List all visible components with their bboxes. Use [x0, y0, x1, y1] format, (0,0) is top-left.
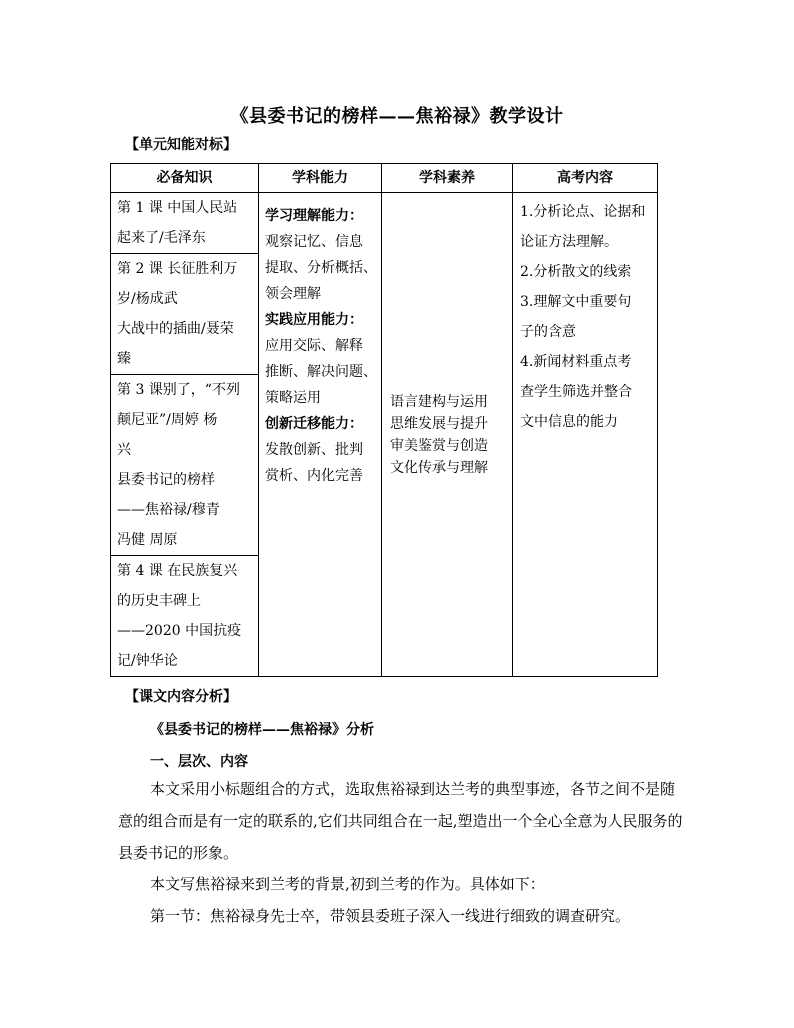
ability-line: 提取、分析概括、 [265, 260, 377, 276]
lesson-line: ——2020 中国抗疫 [117, 623, 242, 639]
lesson-line: 第 1 课 中国人民站 [117, 200, 238, 216]
gaokao-line: 子的含意 [520, 324, 576, 340]
analysis-title: 《县委书记的榜样——焦裕禄》分析 [150, 722, 374, 738]
body-paragraph: 本文写焦裕禄来到兰考的背景,初到兰考的作为。具体如下： [150, 875, 545, 893]
section-heading-text-analysis: 【课文内容分析】 [125, 689, 237, 705]
lesson-line: 冯健 周原 [117, 532, 178, 548]
table-header-row [111, 164, 658, 193]
section-heading-unit-alignment: 【单元知能对标】 [125, 137, 237, 153]
subject-ability-cell [259, 193, 382, 677]
lesson-block-2 [111, 254, 258, 375]
lesson-block-1 [111, 193, 258, 254]
gaokao-line: 1.分析论点、论据和 [520, 204, 646, 220]
body-paragraph: 本文采用小标题组合的方式，选取焦裕禄到达兰考的典型事迹，各节之间不是随意的组合而是有一定的联系的,它们共同组合在一起,塑造出一个全心全意为人民服务的县委书记的形象。 [118, 780, 683, 862]
gaokao-content-cell [513, 193, 658, 677]
gaokao-line: 文中信息的能力 [520, 414, 618, 430]
ability-line: 发散创新、批判 [265, 442, 363, 458]
ability-heading: 学习理解能力： [265, 208, 363, 224]
ability-line: 推断、解决问题、 [265, 364, 377, 380]
table-body-row [111, 193, 658, 677]
ability-heading: 实践应用能力： [265, 312, 363, 328]
lesson-line: 第 2 课 长征胜利万 [117, 261, 238, 277]
lesson-line: 县委书记的榜样 [117, 472, 215, 488]
body-paragraph: 第一节：焦裕禄身先士卒，带领县委班子深入一线进行细致的调查研究。 [150, 907, 631, 925]
gaokao-line: 3.理解文中重要句 [520, 294, 632, 310]
ability-line: 赏析、内化完善 [265, 468, 363, 484]
subject-literacy-cell [382, 193, 513, 677]
ability-line: 应用交际、解释 [265, 338, 363, 354]
gaokao-line: 4.新闻材料重点考 [520, 354, 632, 370]
lesson-line: 的历史丰碑上 [117, 593, 201, 609]
literacy-item: 审美鉴赏与创造 [390, 437, 488, 454]
lesson-line: 臻 [117, 351, 131, 367]
literacy-item: 语言建构与运用 [390, 393, 488, 410]
ability-line: 观察记忆、信息 [265, 234, 363, 250]
lesson-line: 岁/杨成武 [117, 291, 178, 307]
ability-line: 领会理解 [265, 286, 321, 302]
ability-line: 策略运用 [265, 390, 321, 406]
lesson-line: ——焦裕禄/穆青 [117, 502, 220, 518]
document-title: 《县委书记的榜样——焦裕禄》教学设计 [230, 106, 564, 127]
lesson-line: 第 4 课 在民族复兴 [117, 563, 238, 579]
lesson-block-3 [111, 375, 258, 556]
lesson-line: 起来了/毛泽东 [117, 230, 206, 246]
gaokao-line: 查学生筛选并整合 [520, 384, 632, 400]
gaokao-line: 2.分析散文的线索 [520, 264, 632, 280]
literacy-item: 文化传承与理解 [390, 459, 488, 476]
literacy-item: 思维发展与提升 [390, 415, 488, 432]
header-subject-literacy: 学科素养 [382, 164, 513, 193]
header-gaokao-content: 高考内容 [513, 164, 658, 193]
lesson-line: 颠尼亚”/周婷 杨 [117, 412, 218, 428]
header-required-knowledge: 必备知识 [111, 164, 259, 193]
required-knowledge-cell [111, 193, 259, 677]
gaokao-line: 论证方法理解。 [520, 234, 618, 250]
lesson-line: 记/钟华论 [117, 653, 178, 669]
heading-levels-content: 一、层次、内容 [150, 754, 248, 770]
lesson-line: 第 3 课别了，“不列 [117, 382, 240, 398]
lesson-block-4 [111, 556, 258, 676]
ability-heading: 创新迁移能力： [265, 416, 363, 432]
lesson-line: 兴 [117, 442, 131, 458]
lesson-line: 大战中的插曲/聂荣 [117, 321, 234, 337]
knowledge-ability-table [110, 163, 658, 677]
header-subject-ability: 学科能力 [259, 164, 382, 193]
